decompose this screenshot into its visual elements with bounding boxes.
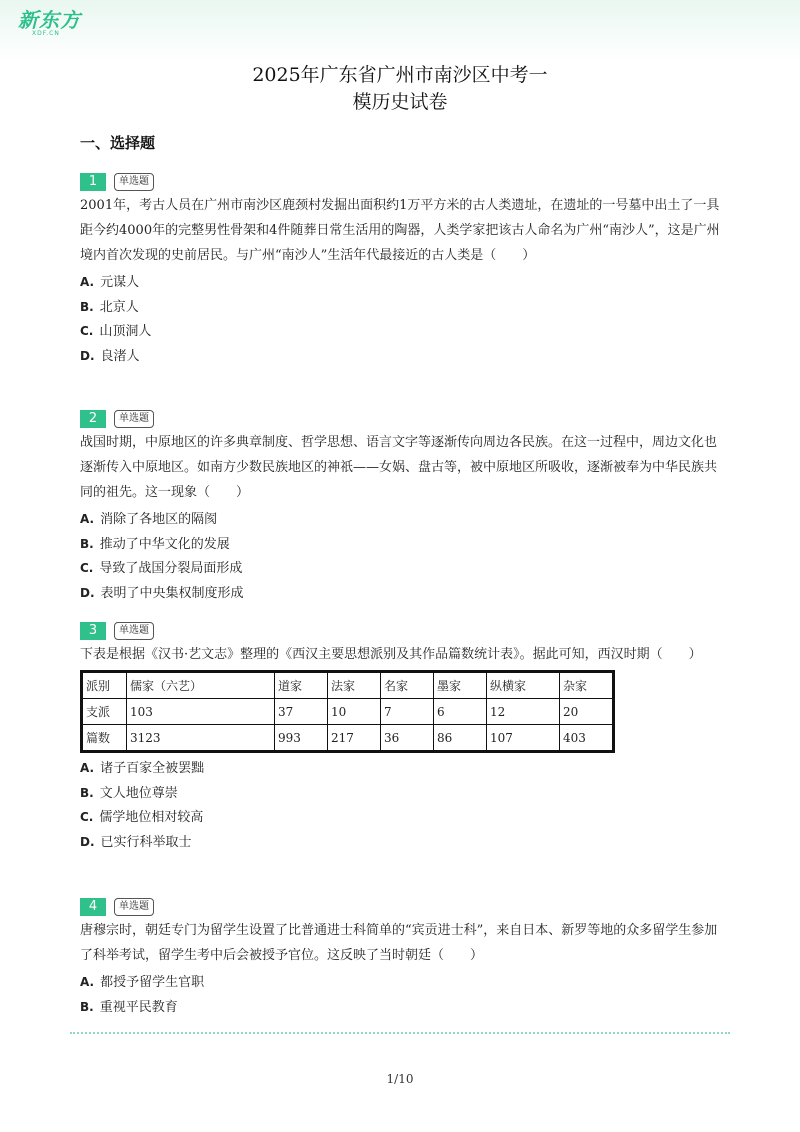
table-cell: 名家 bbox=[381, 672, 434, 699]
question-1 bbox=[80, 172, 720, 368]
question-stem: 战国时期，中原地区的许多典章制度、哲学思想、语言文字等逐渐传向周边各民族。在这一过程中，周边文化也逐渐传入中原地区。如南方少数民族地区的神祇——女娲、盘古等，被中原地区所吸收，逐渐被奉为中华民族共同的祖先。这一现象（ ） bbox=[80, 435, 718, 500]
option-text: 消除了各地区的隔阂 bbox=[100, 512, 218, 527]
logo-subtext: XDF.CN bbox=[32, 30, 60, 37]
table-row bbox=[82, 699, 614, 725]
question-header bbox=[80, 897, 720, 917]
table-cell: 6 bbox=[434, 699, 487, 725]
option-letter: C. bbox=[80, 324, 94, 338]
table-cell: 支派 bbox=[82, 699, 127, 725]
option-b[interactable] bbox=[80, 781, 720, 806]
title-line-1: 2025年广东省广州市南沙区中考一 bbox=[252, 64, 548, 86]
option-c[interactable] bbox=[80, 805, 720, 830]
table-cell: 993 bbox=[275, 725, 328, 752]
table-cell: 10 bbox=[328, 699, 381, 725]
table-cell: 3123 bbox=[127, 725, 275, 752]
table-cell: 墨家 bbox=[434, 672, 487, 699]
option-text: 儒学地位相对较高 bbox=[99, 810, 204, 825]
option-text: 文人地位尊崇 bbox=[99, 785, 178, 801]
option-a[interactable] bbox=[80, 756, 720, 781]
option-text: 重视平民教育 bbox=[99, 999, 178, 1015]
table-cell: 20 bbox=[560, 699, 614, 725]
table-cell: 派别 bbox=[82, 672, 127, 699]
option-b[interactable] bbox=[80, 995, 720, 1020]
question-header bbox=[80, 172, 720, 192]
option-text: 良渚人 bbox=[100, 348, 140, 364]
option-text: 元谋人 bbox=[100, 275, 140, 290]
table-cell: 儒家（六艺） bbox=[127, 672, 275, 699]
option-a[interactable] bbox=[80, 970, 720, 995]
table-cell: 36 bbox=[381, 725, 434, 752]
option-letter: B. bbox=[80, 999, 94, 1014]
table-cell: 103 bbox=[127, 699, 275, 725]
question-number: 2 bbox=[80, 410, 106, 428]
option-letter: B. bbox=[80, 536, 94, 551]
question-2 bbox=[80, 409, 720, 605]
option-d[interactable] bbox=[80, 344, 720, 369]
table-cell: 37 bbox=[275, 699, 328, 725]
statistics-table bbox=[80, 670, 615, 753]
option-letter: C. bbox=[80, 561, 94, 575]
table-cell: 法家 bbox=[328, 672, 381, 699]
question-type-tag: 单选题 bbox=[114, 622, 154, 640]
option-a[interactable] bbox=[80, 270, 720, 295]
table-cell: 纵横家 bbox=[487, 672, 560, 699]
question-type-tag: 单选题 bbox=[114, 898, 154, 916]
section-title: 一、选择题 bbox=[80, 134, 156, 152]
option-text: 已实行科举取士 bbox=[100, 834, 192, 850]
option-list bbox=[80, 270, 720, 368]
option-list bbox=[80, 507, 720, 605]
question-4 bbox=[80, 897, 720, 1019]
question-stem: 2001年，考古人员在广州市南沙区鹿颈村发掘出面积约1万平方米的古人类遗址，在遗址的一号墓中出土了一具距今约4000年的完整男性骨架和4件随葬日常生活用的陶器，人类学家把该古人命名为广州“南沙人”，这是广州境内首次发现的史前居民。与广州“南沙人”生活年代最接近的古人类是（ ） bbox=[80, 198, 720, 263]
table-row bbox=[82, 672, 614, 699]
question-number: 1 bbox=[80, 173, 106, 191]
question-stem: 唐穆宗时，朝廷专门为留学生设置了比普通进士科简单的“宾贡进士科”，来自日本、新罗等地的众多留学生参加了科举考试，留学生考中后会被授予官位。这反映了当时朝廷（ ） bbox=[80, 923, 718, 963]
table-cell: 12 bbox=[487, 699, 560, 725]
table-cell: 217 bbox=[328, 725, 381, 752]
table-cell: 107 bbox=[487, 725, 560, 752]
table-row bbox=[82, 725, 614, 752]
option-letter: D. bbox=[80, 348, 95, 363]
option-b[interactable] bbox=[80, 295, 720, 320]
option-text: 推动了中华文化的发展 bbox=[99, 536, 230, 552]
question-type-tag: 单选题 bbox=[114, 173, 154, 191]
title-line-2: 模历史试卷 bbox=[352, 91, 448, 113]
table-cell: 杂家 bbox=[560, 672, 614, 699]
brand-logo bbox=[18, 10, 81, 37]
table-cell: 道家 bbox=[275, 672, 328, 699]
option-letter: A. bbox=[80, 512, 95, 526]
option-c[interactable] bbox=[80, 319, 720, 344]
option-d[interactable] bbox=[80, 581, 720, 606]
option-text: 北京人 bbox=[99, 299, 139, 315]
question-type-tag: 单选题 bbox=[114, 410, 154, 428]
option-text: 导致了战国分裂局面形成 bbox=[99, 561, 243, 576]
page-number: 1/10 bbox=[386, 1072, 414, 1086]
option-letter: C. bbox=[80, 810, 94, 824]
option-letter: A. bbox=[80, 275, 95, 289]
header-band bbox=[0, 0, 800, 62]
option-letter: A. bbox=[80, 761, 95, 775]
option-letter: B. bbox=[80, 785, 94, 800]
option-letter: A. bbox=[80, 975, 95, 989]
option-b[interactable] bbox=[80, 532, 720, 557]
option-list bbox=[80, 970, 720, 1019]
question-header bbox=[80, 621, 720, 641]
question-3 bbox=[80, 621, 720, 854]
option-letter: D. bbox=[80, 585, 95, 600]
option-list bbox=[80, 756, 720, 854]
table-cell: 7 bbox=[381, 699, 434, 725]
option-text: 诸子百家全被罢黜 bbox=[100, 761, 205, 776]
logo-text: 新东方 bbox=[18, 8, 81, 32]
document-title bbox=[0, 62, 800, 116]
table-cell: 86 bbox=[434, 725, 487, 752]
footer-divider bbox=[70, 1032, 730, 1034]
option-text: 山顶洞人 bbox=[99, 324, 152, 339]
option-letter: D. bbox=[80, 834, 95, 849]
question-header bbox=[80, 409, 720, 429]
option-letter: B. bbox=[80, 299, 94, 314]
option-text: 都授予留学生官职 bbox=[100, 975, 205, 990]
option-text: 表明了中央集权制度形成 bbox=[100, 585, 244, 601]
question-stem: 下表是根据《汉书·艺文志》整理的《西汉主要思想派别及其作品篇数统计表》。据此可知，西汉时期（ ） bbox=[80, 647, 702, 662]
question-number: 3 bbox=[80, 622, 106, 640]
option-d[interactable] bbox=[80, 830, 720, 855]
table-cell: 篇数 bbox=[82, 725, 127, 752]
table-cell: 403 bbox=[560, 725, 614, 752]
option-c[interactable] bbox=[80, 556, 720, 581]
question-number: 4 bbox=[80, 898, 106, 916]
option-a[interactable] bbox=[80, 507, 720, 532]
